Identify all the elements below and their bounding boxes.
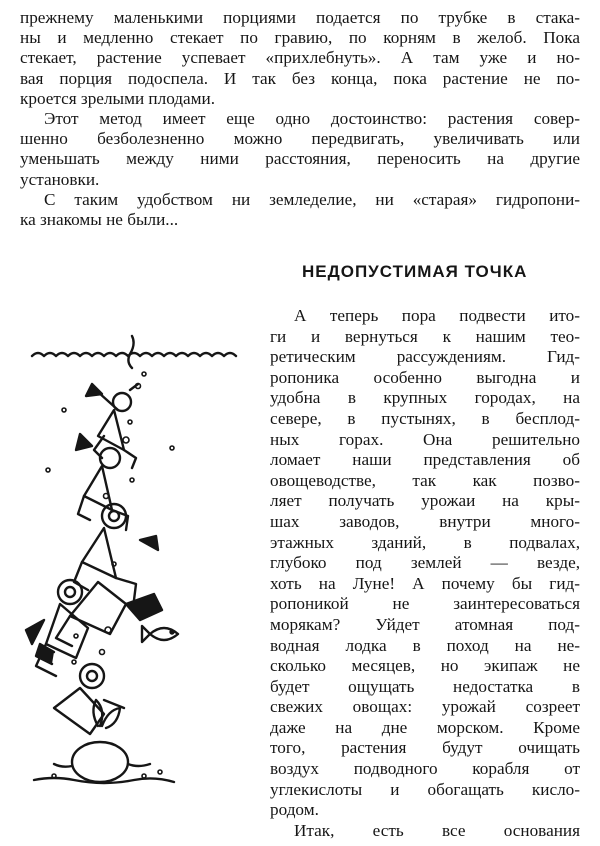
text-line: установки. bbox=[20, 169, 100, 189]
water-surface-icon bbox=[32, 353, 236, 356]
text-line: ги и вернуться к нашим тео- bbox=[270, 326, 580, 346]
text-line: вая порция подоспела. И так без конца, пока растение не по- bbox=[20, 68, 580, 88]
seabed-icon bbox=[34, 778, 174, 783]
divers-chain-pulling-turnip-illustration bbox=[14, 330, 260, 800]
text-line: кроется зрелыми плодами. bbox=[20, 88, 216, 108]
text-line: стекает, растение успевает «прихлебнуть». А там уже и но- bbox=[20, 48, 580, 68]
right-text-column bbox=[270, 306, 580, 841]
text-line: воздух подводного корабля от bbox=[270, 759, 580, 779]
text-line: ка знакомы не были... bbox=[20, 210, 179, 230]
text-line: уменьшать между ними расстояния, переносить на другие bbox=[20, 149, 580, 169]
text-line: овощеводстве, так как позво- bbox=[270, 470, 580, 490]
text-line: севере, в пустынях, в бесплод- bbox=[270, 408, 580, 428]
text-line: углекислоты и обогащать кисло- bbox=[270, 779, 580, 799]
text-line: глубоко под землей — везде, bbox=[270, 553, 580, 573]
diver-icon bbox=[26, 580, 88, 676]
text-line: шах заводов, внутри много- bbox=[270, 511, 580, 531]
text-line: хоть на Луне! А почему бы гид- bbox=[270, 573, 580, 593]
text-line: ных горах. Она решительно bbox=[270, 429, 580, 449]
text-line: ломает наши представления об bbox=[270, 450, 580, 470]
text-line: Этот метод имеет еще одно достоинство: растения совер- bbox=[44, 109, 580, 129]
fish-icon bbox=[142, 626, 178, 642]
text-line: прежнему маленькими порциями подается по трубке в стака- bbox=[20, 8, 580, 27]
text-line: Итак, есть все основания bbox=[294, 820, 580, 840]
text-line: ропоника особенно выгодна и bbox=[270, 367, 580, 387]
text-line: С таким удобством ни земледелие, ни «старая» гидропони- bbox=[44, 189, 580, 209]
text-line: А теперь пора подвести ито- bbox=[294, 306, 580, 325]
text-line: морякам? Уйдет атомная под- bbox=[270, 614, 580, 634]
top-text-block bbox=[20, 8, 580, 230]
text-line: шенно безболезненно можно передвигать, увеличивать или bbox=[20, 129, 580, 149]
text-line: ны и медленно стекает по гравию, по корням в желоб. Пока bbox=[20, 28, 580, 48]
text-line: водная лодка в поход на не- bbox=[270, 635, 580, 655]
text-line: ретическим рассуждениям. Гид- bbox=[270, 347, 580, 367]
section-heading: НЕДОПУСТИМАЯ ТОЧКА bbox=[302, 262, 528, 281]
text-line: этажных зданий, в подвалах, bbox=[270, 532, 580, 552]
text-line: того, растения будут очищать bbox=[270, 738, 580, 758]
text-line: ляет получать урожаи на кры- bbox=[270, 491, 580, 511]
text-line: ропоникой не заинтересоваться bbox=[270, 594, 580, 614]
text-line: даже на дне морском. Кроме bbox=[270, 717, 580, 737]
text-line: сколько месяцев, но экипаж не bbox=[270, 656, 580, 676]
text-line: удобна в крупных городах, на bbox=[270, 388, 580, 408]
illustration-svg bbox=[14, 330, 260, 800]
diver-icon bbox=[36, 644, 124, 734]
text-line: родом. bbox=[270, 800, 319, 820]
text-line: свежих овощах: урожай созреет bbox=[270, 697, 580, 717]
turnip-icon bbox=[54, 700, 150, 782]
diver-icon bbox=[86, 384, 138, 468]
text-line: будет ощущать недостатка в bbox=[270, 676, 580, 696]
